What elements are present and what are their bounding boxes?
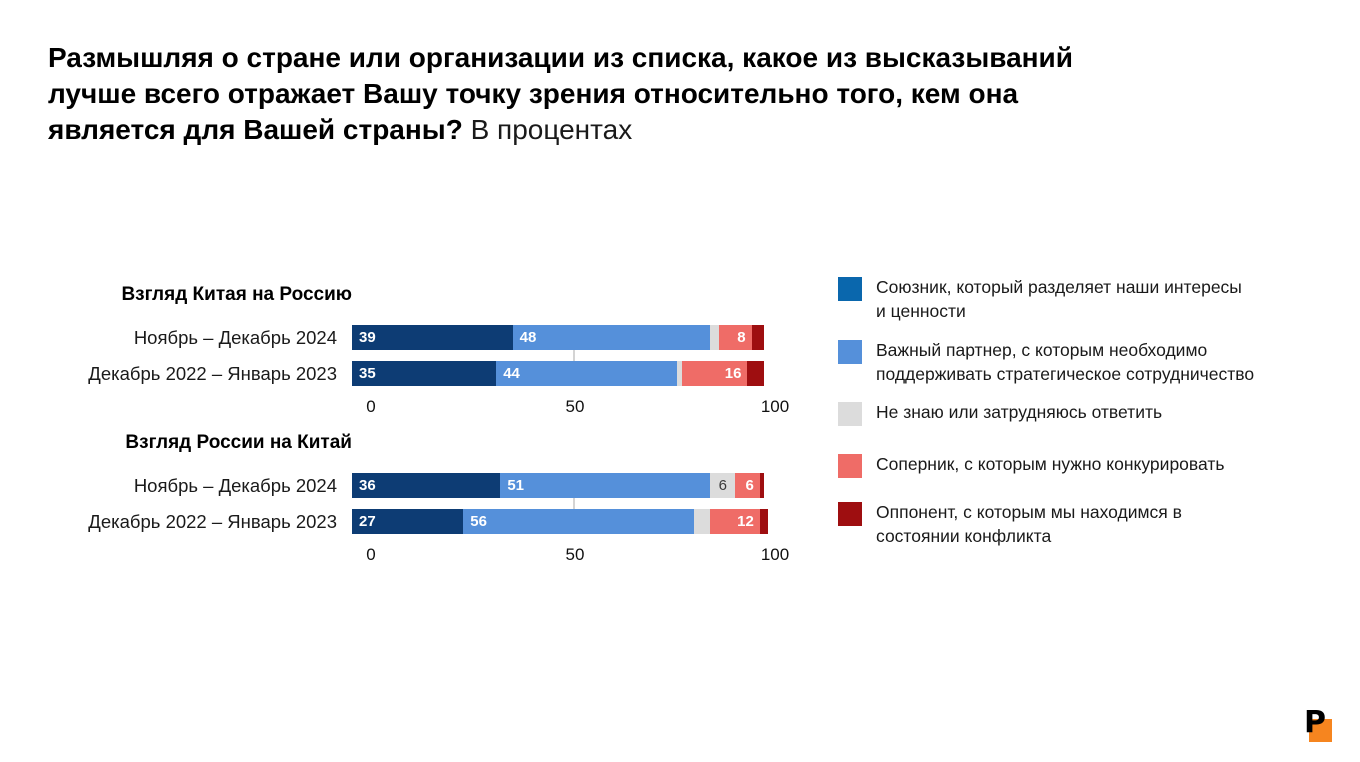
bar-rows xyxy=(60,473,800,534)
page-title xyxy=(48,40,1328,148)
bar-segment xyxy=(710,473,735,498)
legend-item xyxy=(838,275,1242,323)
row-label: Декабрь 2022 – Январь 2023 xyxy=(88,510,337,532)
legend-label-line: Соперник, с которым нужно конкурировать xyxy=(876,454,1225,474)
bar-segment xyxy=(352,473,500,498)
title-line-2: лучше всего отражает Вашу точку зрения относительно того, кем она xyxy=(48,78,1019,109)
bar-segment xyxy=(682,361,748,386)
legend-item xyxy=(838,452,1225,478)
legend-item xyxy=(838,500,1182,548)
legend-label-line: Оппонент, с которым мы находимся в xyxy=(876,502,1182,522)
legend-item xyxy=(838,400,1162,426)
bar-segment xyxy=(752,325,764,350)
axis-tick-label: 0 xyxy=(366,545,376,564)
stacked-bar xyxy=(352,361,764,386)
bar-segment xyxy=(710,509,759,534)
legend-color-swatch xyxy=(838,277,862,301)
bar-value-label: 6 xyxy=(718,477,727,494)
bar-segment xyxy=(496,361,677,386)
axis-tick-label: 100 xyxy=(760,545,790,564)
bar-row xyxy=(60,473,800,498)
x-axis xyxy=(366,397,790,419)
chart-group xyxy=(60,283,800,419)
bar-segment xyxy=(463,509,694,534)
bar-value-label: 6 xyxy=(745,477,754,494)
axis-tick-label: 50 xyxy=(565,397,585,416)
row-label: Ноябрь – Декабрь 2024 xyxy=(133,326,337,348)
title-line-3: является для Вашей страны? В процентах xyxy=(48,114,633,145)
legend-label-line: и ценности xyxy=(876,301,966,321)
legend-item xyxy=(838,338,1254,386)
legend-label xyxy=(876,452,1225,478)
legend-label-line: Союзник, который разделяет наши интересы xyxy=(876,277,1242,297)
gridline-50 xyxy=(573,350,575,361)
bar-value-label: 56 xyxy=(470,513,487,530)
bar-value-label: 51 xyxy=(507,477,524,494)
bar-value-label: 16 xyxy=(724,365,742,382)
legend-label xyxy=(876,338,1254,386)
chart-group xyxy=(60,431,800,567)
bar-value-label: 36 xyxy=(359,477,376,494)
legend-label-line: поддерживать стратегическое сотрудничество xyxy=(876,364,1255,384)
bar-segment xyxy=(352,509,463,534)
stacked-bar xyxy=(352,473,764,498)
axis-tick-label: 0 xyxy=(366,397,376,416)
bar-segment xyxy=(760,509,768,534)
legend-color-swatch xyxy=(838,402,862,426)
bar-segment xyxy=(760,473,764,498)
stacked-bar xyxy=(352,509,768,534)
bar-segment xyxy=(352,361,496,386)
row-label: Ноябрь – Декабрь 2024 xyxy=(133,474,337,496)
bar-segment xyxy=(352,325,513,350)
legend-label-line: состоянии конфликта xyxy=(876,526,1052,546)
stacked-bar xyxy=(352,325,764,350)
bar-row xyxy=(60,361,800,386)
bar-value-label: 48 xyxy=(519,329,537,346)
row-label: Декабрь 2022 – Январь 2023 xyxy=(88,362,337,384)
axis-tick-label: 50 xyxy=(565,545,585,564)
bar-segment xyxy=(513,325,711,350)
legend-label xyxy=(876,400,1162,426)
legend-color-swatch xyxy=(838,454,862,478)
axis-tick-label: 100 xyxy=(760,397,790,416)
legend-label-line: Важный партнер, с которым необходимо xyxy=(876,340,1208,360)
bar-value-label: 39 xyxy=(359,329,376,346)
bar-segment xyxy=(694,509,710,534)
gridline-50 xyxy=(573,498,575,509)
bar-segment xyxy=(710,325,718,350)
title-subtitle: В процентах xyxy=(470,114,633,145)
title-line-1: Размышляя о стране или организации из списка, какое из высказываний xyxy=(48,42,1073,73)
bar-segment xyxy=(747,361,763,386)
bar-value-label: 8 xyxy=(737,329,746,346)
legend-color-swatch xyxy=(838,502,862,526)
bar-value-label: 27 xyxy=(359,513,376,530)
bar-segment xyxy=(735,473,760,498)
legend-label xyxy=(876,275,1242,323)
pew-logo xyxy=(1303,705,1337,746)
group-title: Взгляд Китая на Россию xyxy=(121,284,352,305)
legend-label-line: Не знаю или затрудняюсь ответить xyxy=(876,402,1163,422)
bar-segment xyxy=(500,473,710,498)
logo-letter: P xyxy=(1304,705,1326,740)
bar-value-label: 35 xyxy=(359,365,376,382)
bar-value-label: 12 xyxy=(737,513,754,530)
bar-segment xyxy=(719,325,752,350)
group-title: Взгляд России на Китай xyxy=(125,432,352,453)
legend-color-swatch xyxy=(838,340,862,364)
bar-row xyxy=(60,325,800,350)
x-axis xyxy=(366,545,790,567)
bar-rows xyxy=(60,325,800,386)
legend-label xyxy=(876,500,1182,548)
bar-row xyxy=(60,509,800,534)
bar-value-label: 44 xyxy=(503,365,520,382)
